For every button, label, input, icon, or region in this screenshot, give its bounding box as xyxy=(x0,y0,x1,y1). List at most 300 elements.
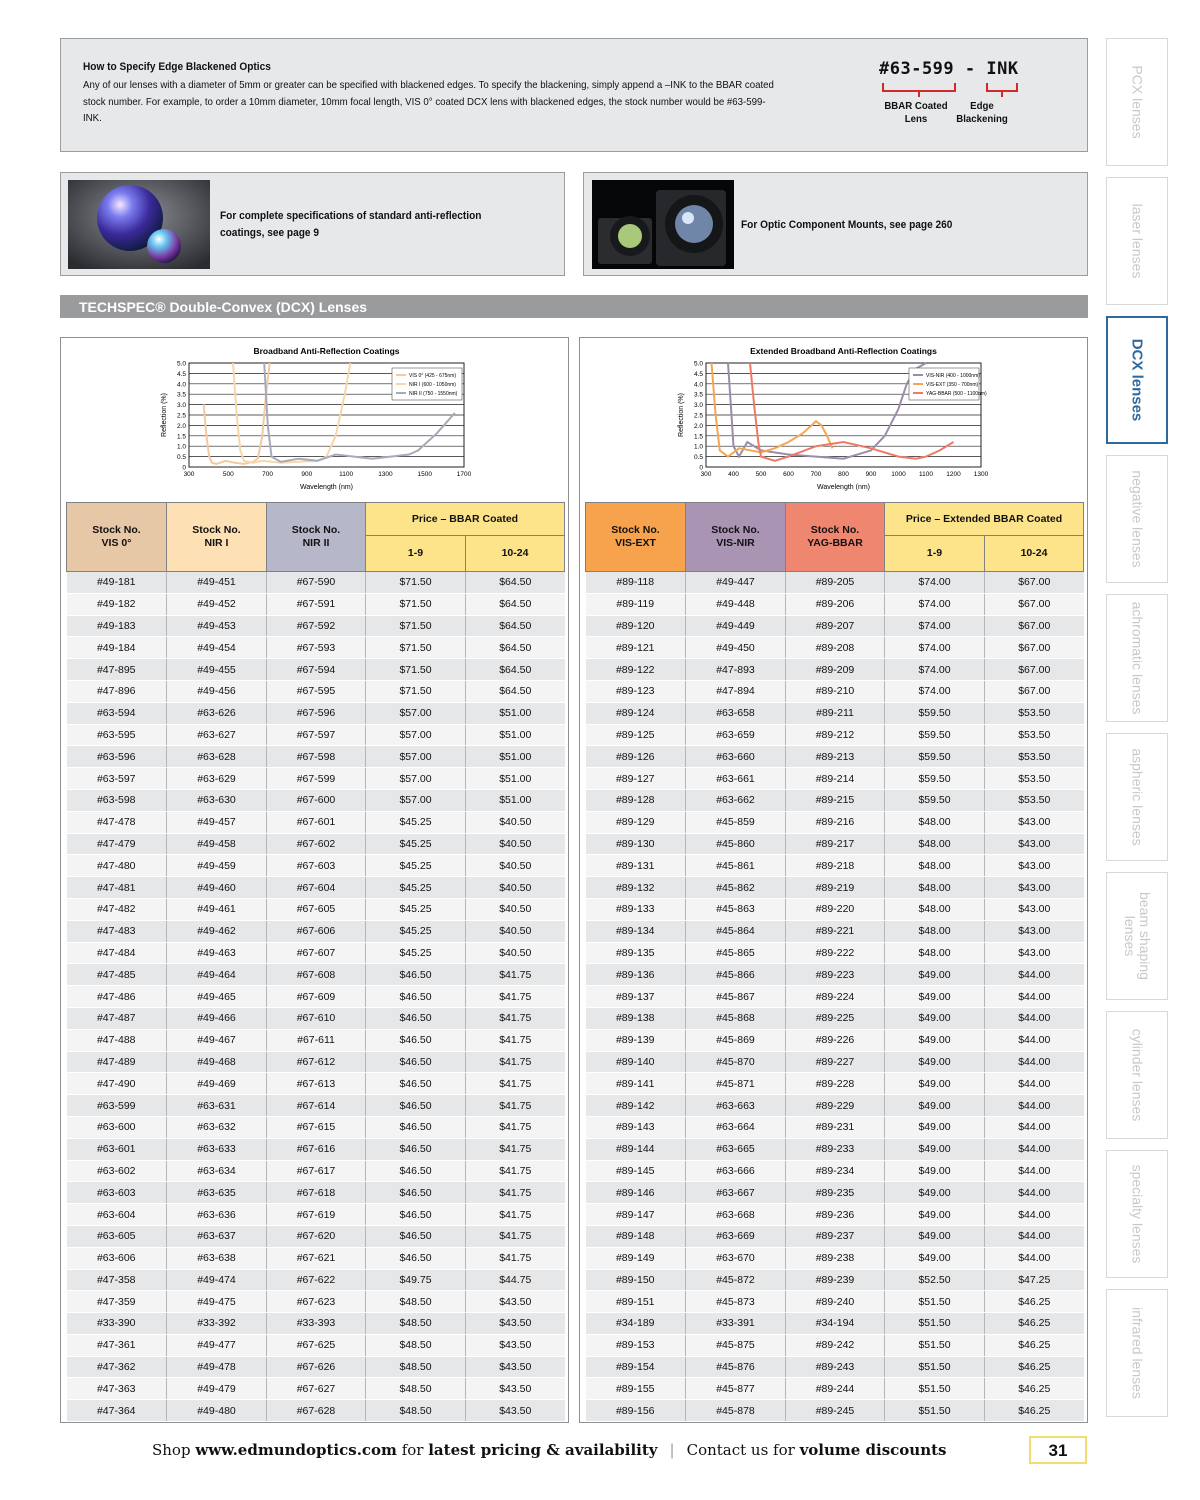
table-row xyxy=(67,811,565,833)
table-row xyxy=(586,1247,1084,1269)
table-cell: $47.25 xyxy=(985,1269,1084,1291)
table-cell: #89-207 xyxy=(786,615,885,637)
table-cell: #49-448 xyxy=(686,593,786,615)
edge-blackening-info-box xyxy=(60,38,1088,152)
table-cell: #89-122 xyxy=(586,659,686,681)
table-cell: $71.50 xyxy=(366,637,466,659)
legend-label: VIS 0° (425 - 675nm) xyxy=(409,373,457,379)
table-cell: #67-625 xyxy=(267,1334,366,1356)
table-cell: #63-627 xyxy=(167,724,267,746)
table-cell: #63-630 xyxy=(167,789,267,811)
table-cell: #89-216 xyxy=(786,811,885,833)
y-tick-label: 4.0 xyxy=(176,381,186,389)
table-row xyxy=(586,1007,1084,1029)
table-row xyxy=(586,680,1084,702)
header-vis-nir: Stock No. VIS-NIR xyxy=(686,503,786,572)
table-cell: #45-859 xyxy=(686,811,786,833)
table-cell: #49-466 xyxy=(167,1007,267,1029)
table-cell: #49-477 xyxy=(167,1334,267,1356)
table-cell: $71.50 xyxy=(366,615,466,637)
table-cell: #67-597 xyxy=(267,724,366,746)
table-cell: $48.00 xyxy=(885,811,985,833)
table-cell: $64.50 xyxy=(466,572,565,594)
table-cell: #49-457 xyxy=(167,811,267,833)
table-cell: #67-595 xyxy=(267,680,366,702)
table-cell: $64.50 xyxy=(466,680,565,702)
table-cell: #89-236 xyxy=(786,1204,885,1226)
footer-latest: latest pricing & availability xyxy=(428,1441,658,1459)
table-cell: #45-875 xyxy=(686,1334,786,1356)
table-cell: $48.00 xyxy=(885,833,985,855)
table-cell: $41.75 xyxy=(466,1204,565,1226)
table-cell: $46.50 xyxy=(366,964,466,986)
table-cell: #89-209 xyxy=(786,659,885,681)
table-cell: #89-221 xyxy=(786,920,885,942)
table-row xyxy=(67,1356,565,1378)
table-row xyxy=(67,1116,565,1138)
table-cell: $48.50 xyxy=(366,1400,466,1422)
header-price: Price – BBAR Coated xyxy=(366,503,565,536)
footer-volume: volume discounts xyxy=(799,1441,947,1459)
table-cell: #89-137 xyxy=(586,986,686,1008)
ink-example-code: #63-599 - INK xyxy=(879,59,1019,79)
header-qty-10-24: 10-24 xyxy=(466,536,565,572)
table-cell: #49-461 xyxy=(167,898,267,920)
table-cell: $67.00 xyxy=(985,659,1084,681)
table-cell: #67-594 xyxy=(267,659,366,681)
table-cell: #49-465 xyxy=(167,986,267,1008)
table-cell: #63-594 xyxy=(67,702,167,724)
side-tab-achromatic-lenses[interactable]: achromatic lenses xyxy=(1106,594,1168,722)
table-cell: #89-218 xyxy=(786,855,885,877)
table-cell: #67-599 xyxy=(267,768,366,790)
table-cell: #63-599 xyxy=(67,1095,167,1117)
table-cell: $71.50 xyxy=(366,659,466,681)
table-cell: $43.00 xyxy=(985,877,1084,899)
table-row xyxy=(67,877,565,899)
table-cell: #45-869 xyxy=(686,1029,786,1051)
header-vis0: Stock No. VIS 0° xyxy=(67,503,167,572)
x-tick-label: 800 xyxy=(838,471,849,478)
table-cell: #63-631 xyxy=(167,1095,267,1117)
table-cell: #67-592 xyxy=(267,615,366,637)
left-product-panel xyxy=(60,337,569,1423)
table-cell: #45-876 xyxy=(686,1356,786,1378)
table-row xyxy=(67,920,565,942)
table-cell: #89-227 xyxy=(786,1051,885,1073)
table-cell: $46.50 xyxy=(366,1095,466,1117)
footer-text xyxy=(152,1441,947,1459)
table-cell: $53.50 xyxy=(985,702,1084,724)
table-row xyxy=(67,1007,565,1029)
chart-title: Broadband Anti-Reflection Coatings xyxy=(253,346,400,356)
table-row xyxy=(586,920,1084,942)
x-tick-label: 1700 xyxy=(456,471,472,478)
table-cell: #89-150 xyxy=(586,1269,686,1291)
table-cell: #67-626 xyxy=(267,1356,366,1378)
table-cell: $51.50 xyxy=(885,1334,985,1356)
table-cell: #67-620 xyxy=(267,1225,366,1247)
table-cell: $46.50 xyxy=(366,1051,466,1073)
footer-url-link[interactable]: www.edmundoptics.com xyxy=(195,1441,397,1459)
table-cell: #89-224 xyxy=(786,986,885,1008)
table-cell: #89-243 xyxy=(786,1356,885,1378)
table-row xyxy=(67,1182,565,1204)
table-cell: #49-447 xyxy=(686,572,786,594)
table-cell: $51.00 xyxy=(466,702,565,724)
right-product-panel xyxy=(579,337,1088,1423)
y-tick-label: 1.0 xyxy=(693,443,703,451)
table-cell: #89-130 xyxy=(586,833,686,855)
section-title-bar: TECHSPEC® Double-Convex (DCX) Lenses xyxy=(60,295,1088,318)
table-row xyxy=(586,1051,1084,1073)
table-row xyxy=(67,1269,565,1291)
lens-mounts-image xyxy=(592,180,734,269)
table-cell: #89-147 xyxy=(586,1204,686,1226)
y-tick-label: 1.0 xyxy=(176,443,186,451)
table-cell: $43.50 xyxy=(466,1378,565,1400)
table-cell: #63-597 xyxy=(67,768,167,790)
broadband-ar-chart xyxy=(156,342,476,496)
table-row xyxy=(586,1356,1084,1378)
table-cell: #63-660 xyxy=(686,746,786,768)
table-cell: #89-140 xyxy=(586,1051,686,1073)
side-tab-dcx-lenses[interactable]: DCX lenses xyxy=(1106,316,1168,444)
table-cell: $59.50 xyxy=(885,724,985,746)
x-tick-label: 1500 xyxy=(417,471,432,478)
table-cell: $40.50 xyxy=(466,877,565,899)
coated-spheres-image xyxy=(68,180,210,269)
side-tab-aspheric-lenses[interactable]: aspheric lenses xyxy=(1106,733,1168,861)
table-cell: #89-238 xyxy=(786,1247,885,1269)
table-cell: $49.00 xyxy=(885,1247,985,1269)
table-cell: #49-450 xyxy=(686,637,786,659)
ink-label-edge: Edge Blackening xyxy=(956,100,1008,125)
table-cell: #67-606 xyxy=(267,920,366,942)
table-cell: $41.75 xyxy=(466,964,565,986)
table-cell: #89-129 xyxy=(586,811,686,833)
table-cell: $48.00 xyxy=(885,855,985,877)
side-tab-negative-lenses[interactable]: negative lenses xyxy=(1106,455,1168,583)
table-row xyxy=(67,1247,565,1269)
table-cell: $49.00 xyxy=(885,986,985,1008)
table-cell: #89-217 xyxy=(786,833,885,855)
table-row xyxy=(586,615,1084,637)
table-cell: $71.50 xyxy=(366,572,466,594)
table-cell: #89-144 xyxy=(586,1138,686,1160)
y-tick-label: 3.5 xyxy=(176,391,186,399)
table-cell: #47-479 xyxy=(67,833,167,855)
table-cell: $59.50 xyxy=(885,746,985,768)
table-cell: $74.00 xyxy=(885,615,985,637)
table-cell: #49-475 xyxy=(167,1291,267,1313)
table-cell: #47-894 xyxy=(686,680,786,702)
table-cell: #49-453 xyxy=(167,615,267,637)
side-tab-laser-lenses[interactable]: laser lenses xyxy=(1106,177,1168,305)
table-cell: #47-481 xyxy=(67,877,167,899)
table-cell: #49-182 xyxy=(67,593,167,615)
table-cell: #89-226 xyxy=(786,1029,885,1051)
table-cell: $46.50 xyxy=(366,1247,466,1269)
table-cell: #89-205 xyxy=(786,572,885,594)
table-cell: $51.00 xyxy=(466,724,565,746)
table-cell: #89-128 xyxy=(586,789,686,811)
table-cell: #63-633 xyxy=(167,1138,267,1160)
table-cell: #67-596 xyxy=(267,702,366,724)
y-axis-label: Reflection (%) xyxy=(678,393,685,437)
x-tick-label: 600 xyxy=(783,471,794,478)
table-cell: $46.50 xyxy=(366,1116,466,1138)
table-cell: $48.50 xyxy=(366,1334,466,1356)
x-tick-label: 900 xyxy=(301,471,313,478)
table-row xyxy=(586,593,1084,615)
table-cell: #89-133 xyxy=(586,898,686,920)
table-row xyxy=(586,1138,1084,1160)
table-row xyxy=(586,964,1084,986)
table-cell: $49.00 xyxy=(885,964,985,986)
table-row xyxy=(586,637,1084,659)
side-tab-beam-shaping-lenses[interactable]: beam shaping lenses xyxy=(1106,872,1168,1000)
table-cell: #67-612 xyxy=(267,1051,366,1073)
table-cell: #45-861 xyxy=(686,855,786,877)
table-cell: #67-602 xyxy=(267,833,366,855)
table-row xyxy=(67,768,565,790)
table-cell: #47-358 xyxy=(67,1269,167,1291)
table-cell: #67-593 xyxy=(267,637,366,659)
table-cell: #89-143 xyxy=(586,1116,686,1138)
chart-title: Extended Broadband Anti-Reflection Coatings xyxy=(750,346,937,356)
table-row xyxy=(67,1378,565,1400)
table-row xyxy=(67,637,565,659)
table-cell: #49-449 xyxy=(686,615,786,637)
table-cell: #45-878 xyxy=(686,1400,786,1422)
table-cell: $48.00 xyxy=(885,920,985,942)
table-cell: $49.00 xyxy=(885,1073,985,1095)
table-cell: #67-622 xyxy=(267,1269,366,1291)
header-yag-bbar: Stock No. YAG-BBAR xyxy=(786,503,885,572)
table-cell: #67-628 xyxy=(267,1400,366,1422)
table-cell: $45.25 xyxy=(366,855,466,877)
y-tick-label: 4.0 xyxy=(693,381,703,389)
table-row xyxy=(67,680,565,702)
header-nir2: Stock No. NIR II xyxy=(267,503,366,572)
legend-label: VIS-EXT (350 - 700nm) xyxy=(926,382,979,388)
x-tick-label: 300 xyxy=(183,471,195,478)
table-cell: $41.75 xyxy=(466,1182,565,1204)
table-cell: #47-478 xyxy=(67,811,167,833)
table-cell: #89-233 xyxy=(786,1138,885,1160)
side-tab-infrared-lenses[interactable]: infrared lenses xyxy=(1106,1289,1168,1417)
side-tab-specialty-lenses[interactable]: specialty lenses xyxy=(1106,1150,1168,1278)
table-cell: #63-629 xyxy=(167,768,267,790)
table-cell: $48.50 xyxy=(366,1378,466,1400)
x-axis-label: Wavelength (nm) xyxy=(816,484,871,491)
table-cell: #49-459 xyxy=(167,855,267,877)
promo-coatings-box[interactable] xyxy=(60,172,565,276)
table-cell: #63-603 xyxy=(67,1182,167,1204)
table-cell: #49-469 xyxy=(167,1073,267,1095)
table-cell: #63-658 xyxy=(686,702,786,724)
y-tick-label: 0.5 xyxy=(176,454,186,462)
table-cell: $44.00 xyxy=(985,1138,1084,1160)
table-cell: #89-223 xyxy=(786,964,885,986)
table-cell: #89-146 xyxy=(586,1182,686,1204)
table-cell: #49-458 xyxy=(167,833,267,855)
table-cell: #89-139 xyxy=(586,1029,686,1051)
table-cell: #47-487 xyxy=(67,1007,167,1029)
table-cell: #45-873 xyxy=(686,1291,786,1313)
table-cell: $67.00 xyxy=(985,572,1084,594)
table-cell: #49-183 xyxy=(67,615,167,637)
table-row xyxy=(67,964,565,986)
table-cell: #67-605 xyxy=(267,898,366,920)
table-cell: $43.00 xyxy=(985,898,1084,920)
table-row xyxy=(586,1400,1084,1422)
table-cell: #89-156 xyxy=(586,1400,686,1422)
table-cell: #89-118 xyxy=(586,572,686,594)
table-cell: #89-124 xyxy=(586,702,686,724)
table-cell: $43.00 xyxy=(985,811,1084,833)
table-row xyxy=(67,1400,565,1422)
table-cell: #89-131 xyxy=(586,855,686,877)
table-cell: #63-670 xyxy=(686,1247,786,1269)
table-row xyxy=(586,1269,1084,1291)
table-cell: $44.00 xyxy=(985,1007,1084,1029)
promo-mounts-box[interactable] xyxy=(583,172,1088,276)
table-cell: #89-210 xyxy=(786,680,885,702)
table-cell: $48.00 xyxy=(885,877,985,899)
table-cell: $74.00 xyxy=(885,593,985,615)
table-row xyxy=(586,1313,1084,1335)
table-cell: $45.25 xyxy=(366,833,466,855)
x-tick-label: 900 xyxy=(865,471,877,478)
side-tab-pcx-lenses[interactable]: PCX lenses xyxy=(1106,38,1168,166)
table-cell: $44.00 xyxy=(985,1225,1084,1247)
table-cell: #63-600 xyxy=(67,1116,167,1138)
table-cell: #63-637 xyxy=(167,1225,267,1247)
table-cell: #67-611 xyxy=(267,1029,366,1051)
x-tick-label: 700 xyxy=(810,471,822,478)
table-cell: $44.00 xyxy=(985,1182,1084,1204)
table-cell: #49-468 xyxy=(167,1051,267,1073)
table-cell: #49-454 xyxy=(167,637,267,659)
table-cell: #67-617 xyxy=(267,1160,366,1182)
header-nir1: Stock No. NIR I xyxy=(167,503,267,572)
table-cell: #89-206 xyxy=(786,593,885,615)
table-cell: #89-220 xyxy=(786,898,885,920)
table-cell: #45-863 xyxy=(686,898,786,920)
table-cell: #45-877 xyxy=(686,1378,786,1400)
table-cell: #89-222 xyxy=(786,942,885,964)
table-cell: #89-231 xyxy=(786,1116,885,1138)
y-tick-label: 4.5 xyxy=(693,370,703,378)
table-cell: $41.75 xyxy=(466,1073,565,1095)
table-row xyxy=(67,1095,565,1117)
table-cell: #33-393 xyxy=(267,1313,366,1335)
table-cell: #89-237 xyxy=(786,1225,885,1247)
table-cell: #89-155 xyxy=(586,1378,686,1400)
table-cell: $40.50 xyxy=(466,920,565,942)
table-row xyxy=(586,877,1084,899)
x-tick-label: 1100 xyxy=(339,471,354,478)
table-cell: $51.50 xyxy=(885,1400,985,1422)
table-cell: $44.00 xyxy=(985,986,1084,1008)
table-cell: $41.75 xyxy=(466,1160,565,1182)
table-row xyxy=(586,811,1084,833)
table-cell: $44.00 xyxy=(985,1116,1084,1138)
table-cell: $49.75 xyxy=(366,1269,466,1291)
table-cell: $51.50 xyxy=(885,1356,985,1378)
table-cell: #63-634 xyxy=(167,1160,267,1182)
table-cell: $48.50 xyxy=(366,1356,466,1378)
table-row xyxy=(67,659,565,681)
table-cell: $44.00 xyxy=(985,1029,1084,1051)
y-tick-label: 3.0 xyxy=(693,402,703,410)
table-cell: #89-136 xyxy=(586,964,686,986)
header-qty-1-9: 1-9 xyxy=(366,536,466,572)
table-row xyxy=(67,1160,565,1182)
table-row xyxy=(586,1029,1084,1051)
table-cell: $44.00 xyxy=(985,1204,1084,1226)
table-cell: $46.25 xyxy=(985,1291,1084,1313)
table-cell: #63-668 xyxy=(686,1204,786,1226)
table-cell: #47-361 xyxy=(67,1334,167,1356)
table-cell: $45.25 xyxy=(366,811,466,833)
y-tick-label: 5.0 xyxy=(693,360,703,368)
table-row xyxy=(586,1291,1084,1313)
table-cell: $40.50 xyxy=(466,833,565,855)
table-cell: $40.50 xyxy=(466,855,565,877)
table-cell: #67-608 xyxy=(267,964,366,986)
table-cell: #89-121 xyxy=(586,637,686,659)
table-row xyxy=(67,1225,565,1247)
table-cell: #47-484 xyxy=(67,942,167,964)
table-row xyxy=(67,1073,565,1095)
table-cell: $59.50 xyxy=(885,702,985,724)
table-cell: #89-235 xyxy=(786,1182,885,1204)
table-row xyxy=(586,833,1084,855)
table-cell: #47-489 xyxy=(67,1051,167,1073)
table-cell: #89-151 xyxy=(586,1291,686,1313)
table-cell: $43.50 xyxy=(466,1291,565,1313)
table-cell: $53.50 xyxy=(985,768,1084,790)
side-tab-cylinder-lenses[interactable]: cylinder lenses xyxy=(1106,1011,1168,1139)
table-row xyxy=(67,746,565,768)
table-cell: #89-239 xyxy=(786,1269,885,1291)
y-tick-label: 0 xyxy=(699,464,703,472)
table-cell: #63-664 xyxy=(686,1116,786,1138)
table-cell: #47-483 xyxy=(67,920,167,942)
table-cell: $57.00 xyxy=(366,789,466,811)
y-tick-label: 3.0 xyxy=(176,402,186,410)
ink-label-bbar: BBAR Coated Lens xyxy=(884,100,948,125)
table-row xyxy=(586,986,1084,1008)
extended-broadband-ar-chart xyxy=(673,342,993,496)
table-row xyxy=(586,702,1084,724)
table-cell: #89-123 xyxy=(586,680,686,702)
table-cell: $67.00 xyxy=(985,637,1084,659)
table-cell: $46.50 xyxy=(366,1029,466,1051)
table-cell: $41.75 xyxy=(466,1095,565,1117)
y-tick-label: 0.5 xyxy=(693,454,703,462)
table-cell: $45.25 xyxy=(366,877,466,899)
table-cell: #34-189 xyxy=(586,1313,686,1335)
y-tick-label: 3.5 xyxy=(693,391,703,399)
table-cell: #89-225 xyxy=(786,1007,885,1029)
table-cell: #47-488 xyxy=(67,1029,167,1051)
table-cell: #49-451 xyxy=(167,572,267,594)
table-cell: $71.50 xyxy=(366,593,466,615)
